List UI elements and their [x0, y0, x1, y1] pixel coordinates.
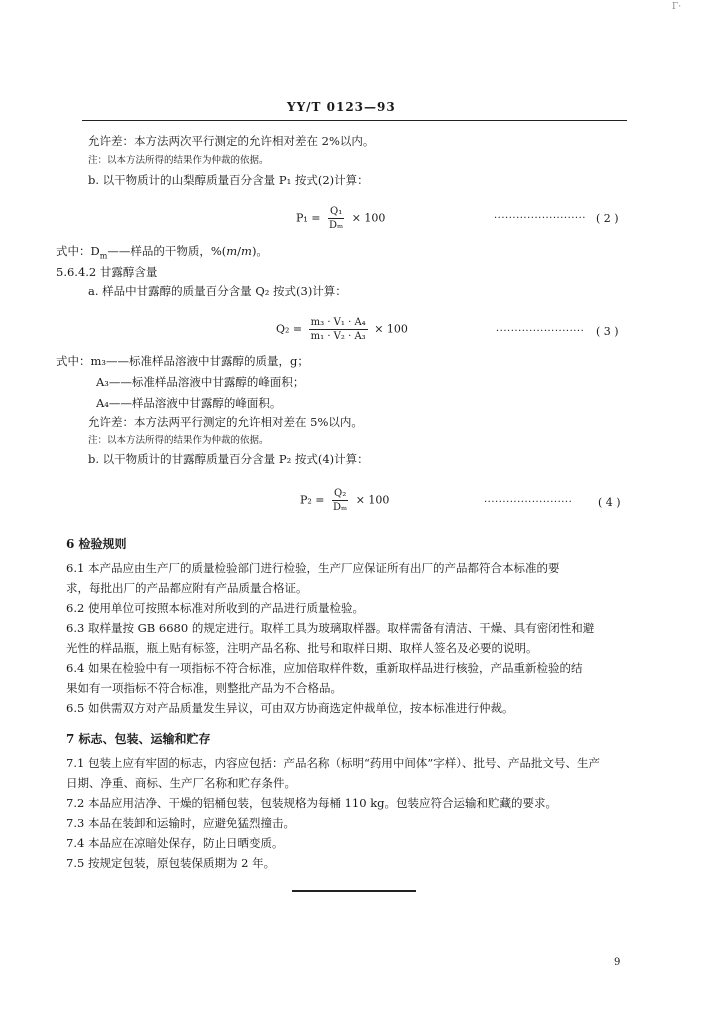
formula-2-rhs: × 100: [351, 211, 386, 225]
section-5-6-4-2: 5.6.4.2 甘露醇含量: [56, 265, 158, 279]
formula-2: [296, 205, 385, 232]
where-dm: 式中：$D_m——$样品的干物质，%(m/m)。: [56, 244, 268, 261]
clause-7-3: 7.3 本品在装卸和运输时，应避免猛烈撞击。: [66, 816, 295, 830]
clause-7-1-line-2: 日期、净重、商标、生产厂名称和贮存条件。: [66, 776, 296, 790]
formula-4: [300, 487, 389, 514]
formula-4-fraction: [331, 487, 349, 514]
clause-6-3-line-1: 6.3 取样量按 GB 6680 的规定进行。取样工具为玻璃取样器。取样需备有清洁、干燥、具有密闭性和避: [66, 621, 595, 635]
formula-3-rhs: × 100: [374, 322, 408, 336]
formula-2-fraction: [327, 205, 345, 232]
formula-2-leader: ·························: [494, 213, 586, 224]
formula-4-lhs: P₂ =: [300, 493, 325, 507]
item-a-mannitol: a. 样品中甘露醇的质量百分含量 Q₂ 按式(3)计算：: [88, 284, 347, 298]
formula-2-lhs: P₁ =: [296, 211, 321, 225]
formula-3-fraction: [309, 316, 368, 343]
clause-6-4-line-1: 6.4 如果在检验中有一项指标不符合标准，应加倍取样件数，重新取样品进行核验，产品重新检验的结: [66, 661, 583, 675]
clause-6-1-line-2: 求，每批出厂的产品都应附有产品质量合格证。: [66, 581, 308, 595]
page-number: 9: [614, 957, 621, 968]
where-m3: 式中：m₃——标准样品溶液中甘露醇的质量，g；: [56, 354, 309, 368]
formula-4-rhs: × 100: [355, 493, 390, 507]
formula-3-leader: ························: [496, 326, 585, 337]
note-1: 注：以本方法所得的结果作为仲裁的依据。: [88, 155, 269, 166]
header-standard-number: YY/T 0123—93: [287, 100, 396, 114]
formula-3-numerator: m₃ · V₁ · A₄: [310, 317, 366, 328]
formula-4-label: ( 4 ): [598, 496, 621, 509]
formula-2-numerator: Q₁: [330, 206, 343, 217]
clause-6-2: 6.2 使用单位可按照本标准对所收到的产品进行质量检验。: [66, 601, 364, 615]
end-rule: [292, 890, 416, 892]
formula-3-label: ( 3 ): [596, 325, 619, 338]
clause-7-1-line-1: 7.1 包装上应有牢固的标志，内容应包括：产品名称（标明“药用中间体”字样）、批号、产品批文号、生产: [66, 756, 600, 770]
item-b-sorbitol: b. 以干物质计的山梨醇质量百分含量 P₁ 按式(2)计算：: [88, 173, 369, 187]
corner-mark: Γ·: [672, 2, 682, 12]
formula-4-numerator: Q₂: [334, 488, 347, 499]
formula-3: [276, 316, 408, 343]
header-rule: [82, 120, 627, 121]
section-7-heading: 7 标志、包装、运输和贮存: [66, 732, 211, 746]
formula-3-lhs: Q₂ =: [276, 322, 303, 336]
tolerance-line-2: 允许差：本方法两平行测定的允许相对差在 5%以内。: [88, 415, 363, 429]
clause-6-4-line-2: 果如有一项指标不符合标准，则整批产品为不合格品。: [66, 681, 342, 695]
clause-7-2: 7.2 本品应用洁净、干燥的铝桶包装，包装规格为每桶 110 kg。包装应符合运输和贮藏的要求。: [66, 796, 558, 810]
clause-7-5: 7.5 按规定包装，原包装保质期为 2 年。: [66, 856, 276, 870]
section-6-heading: 6 检验规则: [66, 537, 127, 551]
note-2: 注：以本方法所得的结果作为仲裁的依据。: [88, 435, 269, 446]
clause-6-5: 6.5 如供需双方对产品质量发生异议，可由双方协商选定仲裁单位，按本标准进行仲裁。: [66, 701, 514, 715]
formula-2-label: ( 2 ): [596, 212, 619, 225]
where-a3: A₃——标准样品溶液中甘露醇的峰面积；: [96, 375, 305, 389]
clause-7-4: 7.4 本品应在凉暗处保存，防止日晒变质。: [66, 836, 284, 850]
clause-6-3-line-2: 光性的样品瓶，瓶上贴有标签，注明产品名称、批号和取样日期、取样人签名及必要的说明。: [66, 641, 538, 655]
where-a4: A₄——样品溶液中甘露醇的峰面积。: [96, 396, 282, 410]
tolerance-line-1: 允许差：本方法两次平行测定的允许相对差在 2%以内。: [88, 134, 375, 148]
formula-4-denominator: Dₘ: [333, 502, 348, 513]
formula-3-denominator: m₁ · V₂ · A₃: [310, 331, 366, 342]
formula-4-leader: ························: [484, 497, 573, 508]
item-b-mannitol: b. 以干物质计的甘露醇质量百分含量 P₂ 按式(4)计算：: [88, 452, 369, 466]
clause-6-1-line-1: 6.1 本产品应由生产厂的质量检验部门进行检验，生产厂应保证所有出厂的产品都符合本标准的要: [66, 561, 560, 575]
formula-2-denominator: Dₘ: [329, 220, 344, 231]
